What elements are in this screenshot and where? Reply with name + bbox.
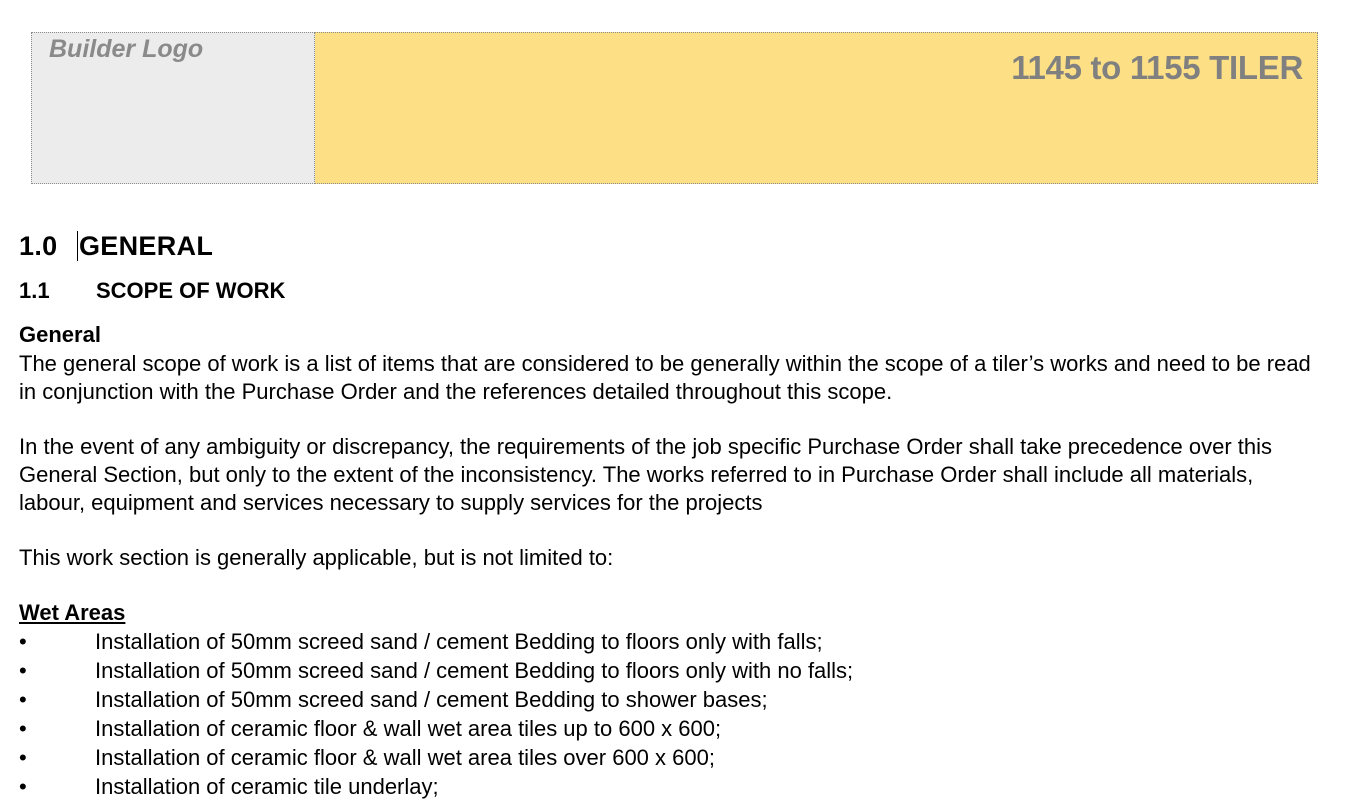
document-body[interactable] <box>19 226 1319 801</box>
section-number: 1.0 <box>19 231 58 261</box>
list-item-text: Installation of ceramic tile underlay; <box>95 774 439 799</box>
title-cell <box>315 32 1318 184</box>
bullet-icon: • <box>19 629 27 654</box>
subsection-heading <box>19 276 1319 306</box>
list-item-text: Installation of 50mm screed sand / cement Bedding to floors only with no falls; <box>95 658 854 683</box>
list-item <box>19 743 1319 772</box>
list-item <box>19 772 1319 801</box>
list-item <box>19 714 1319 743</box>
wet-areas-list <box>19 627 1319 801</box>
logo-cell <box>31 32 315 184</box>
builder-logo-placeholder: Builder Logo <box>49 35 204 63</box>
subsection-title: SCOPE OF WORK <box>96 278 286 303</box>
text-cursor <box>77 231 78 261</box>
ambiguity-paragraph: In the event of any ambiguity or discrepancy, the requirements of the job specific Purchase Order shall take precedence over this General Section, but only to the extent of the inconsistency. The works referred to in Purchase Order shall include all materials, labour, equipment and services necessary to supply services for the projects <box>19 434 1273 515</box>
document-title: 1145 to 1155 TILER <box>1011 49 1303 86</box>
bullet-icon: • <box>19 716 27 741</box>
list-item <box>19 656 1319 685</box>
general-heading: General <box>19 322 101 347</box>
list-item-text: Installation of 50mm screed sand / cement Bedding to shower bases; <box>95 687 768 712</box>
bullet-icon: • <box>19 687 27 712</box>
list-item-text: Installation of ceramic floor & wall wet area tiles up to 600 x 600; <box>95 716 722 741</box>
list-item <box>19 627 1319 656</box>
bullet-icon: • <box>19 658 27 683</box>
paragraph-spacer <box>19 517 1319 544</box>
list-item <box>19 685 1319 714</box>
applicability-paragraph: This work section is generally applicable, but is not limited to: <box>19 545 614 570</box>
scope-paragraph: The general scope of work is a list of items that are considered to be generally within the scope of a tiler’s works and need to be read in conjunction with the Purchase Order and the references detailed throughout this scope. <box>19 351 1311 404</box>
paragraph-spacer <box>19 406 1319 433</box>
wet-areas-heading: Wet Areas <box>19 600 126 625</box>
list-item-text: Installation of ceramic floor & wall wet area tiles over 600 x 600; <box>95 745 715 770</box>
section-heading <box>19 226 1319 266</box>
bullet-icon: • <box>19 774 27 799</box>
list-item-text: Installation of 50mm screed sand / cement Bedding to floors only with falls; <box>95 629 823 654</box>
section-title: GENERAL <box>79 231 214 261</box>
bullet-icon: • <box>19 745 27 770</box>
header-table <box>31 32 1318 184</box>
subsection-number: 1.1 <box>19 278 50 303</box>
